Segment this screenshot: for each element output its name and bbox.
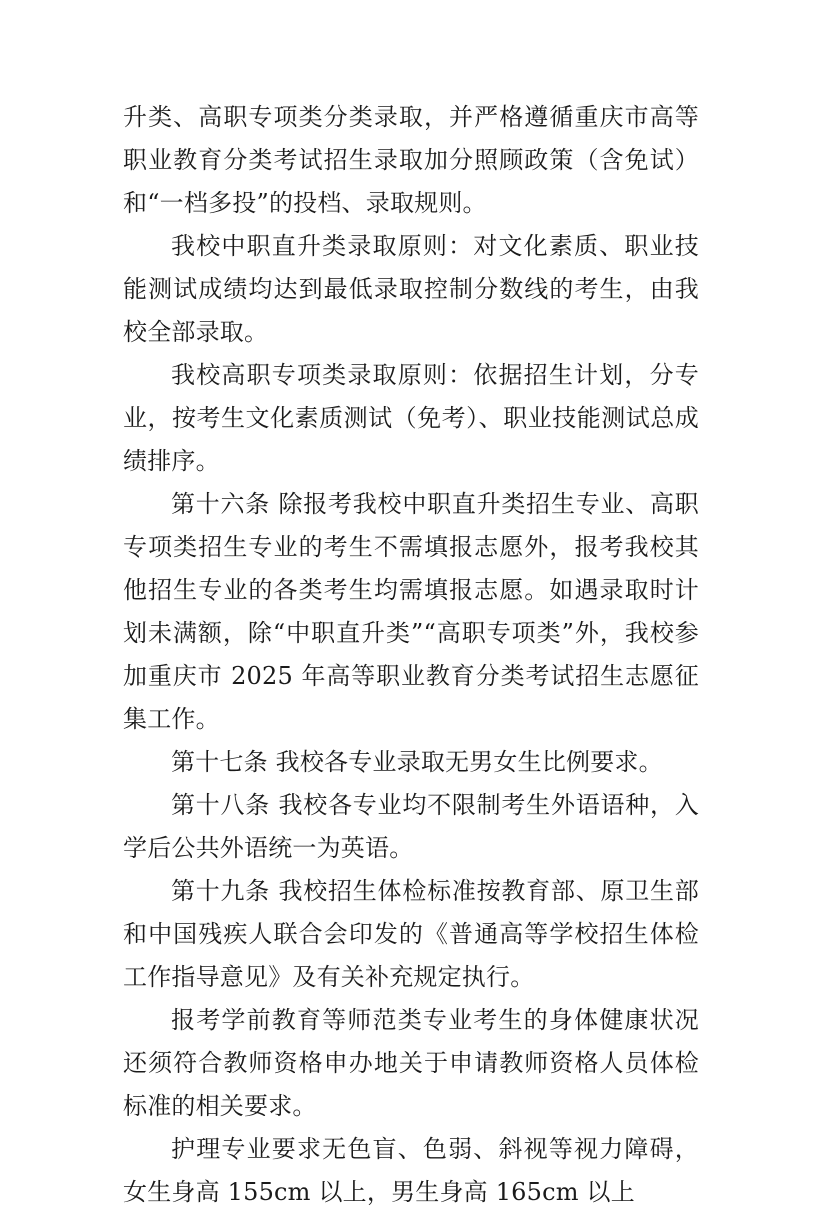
paragraph-continuation: 升类、高职专项类分类录取，并严格遵循重庆市高等职业教育分类考试招生录取加分照顾政策（含免试）和“一档多投”的投档、录取规则。: [123, 103, 699, 217]
paragraph-article-18: 第十八条 我校各专业均不限制考生外语语种，入学后公共外语统一为英语。: [123, 791, 699, 862]
paragraph-article-19: 第十九条 我校招生体检标准按教育部、原卫生部和中国残疾人联合会印发的《普通高等学校招生体检工作指导意见》及有关补充规定执行。: [123, 877, 699, 991]
paragraph-zhongzhi-zhisheng-principle: 我校中职直升类录取原则：对文化素质、职业技能测试成绩均达到最低录取控制分数线的考生，由我校全部录取。: [123, 232, 699, 346]
paragraph-article-17: 第十七条 我校各专业录取无男女生比例要求。: [171, 748, 663, 776]
document-body: [123, 96, 699, 1214]
paragraph-article-16: 第十六条 除报考我校中职直升类招生专业、高职专项类招生专业的考生不需填报志愿外，报考我校其他招生专业的各类考生均需填报志愿。如遇录取时计划未满额，除“中职直升类”“高职专项类”外，我校参加重庆市 2025 年高等职业教育分类考试招生志愿征集工作。: [123, 490, 699, 733]
paragraph-gaozhi-zhuanxiang-principle: 我校高职专项类录取原则：依据招生计划，分专业，按考生文化素质测试（免考）、职业技能测试总成绩排序。: [123, 361, 699, 475]
paragraph-preschool-education-health: 报考学前教育等师范类专业考生的身体健康状况还须符合教师资格申办地关于申请教师资格人员体检标准的相关要求。: [123, 1006, 699, 1120]
paragraph-nursing-requirements: 护理专业要求无色盲、色弱、斜视等视力障碍，女生身高 155cm 以上，男生身高 165cm 以上: [123, 1135, 699, 1206]
